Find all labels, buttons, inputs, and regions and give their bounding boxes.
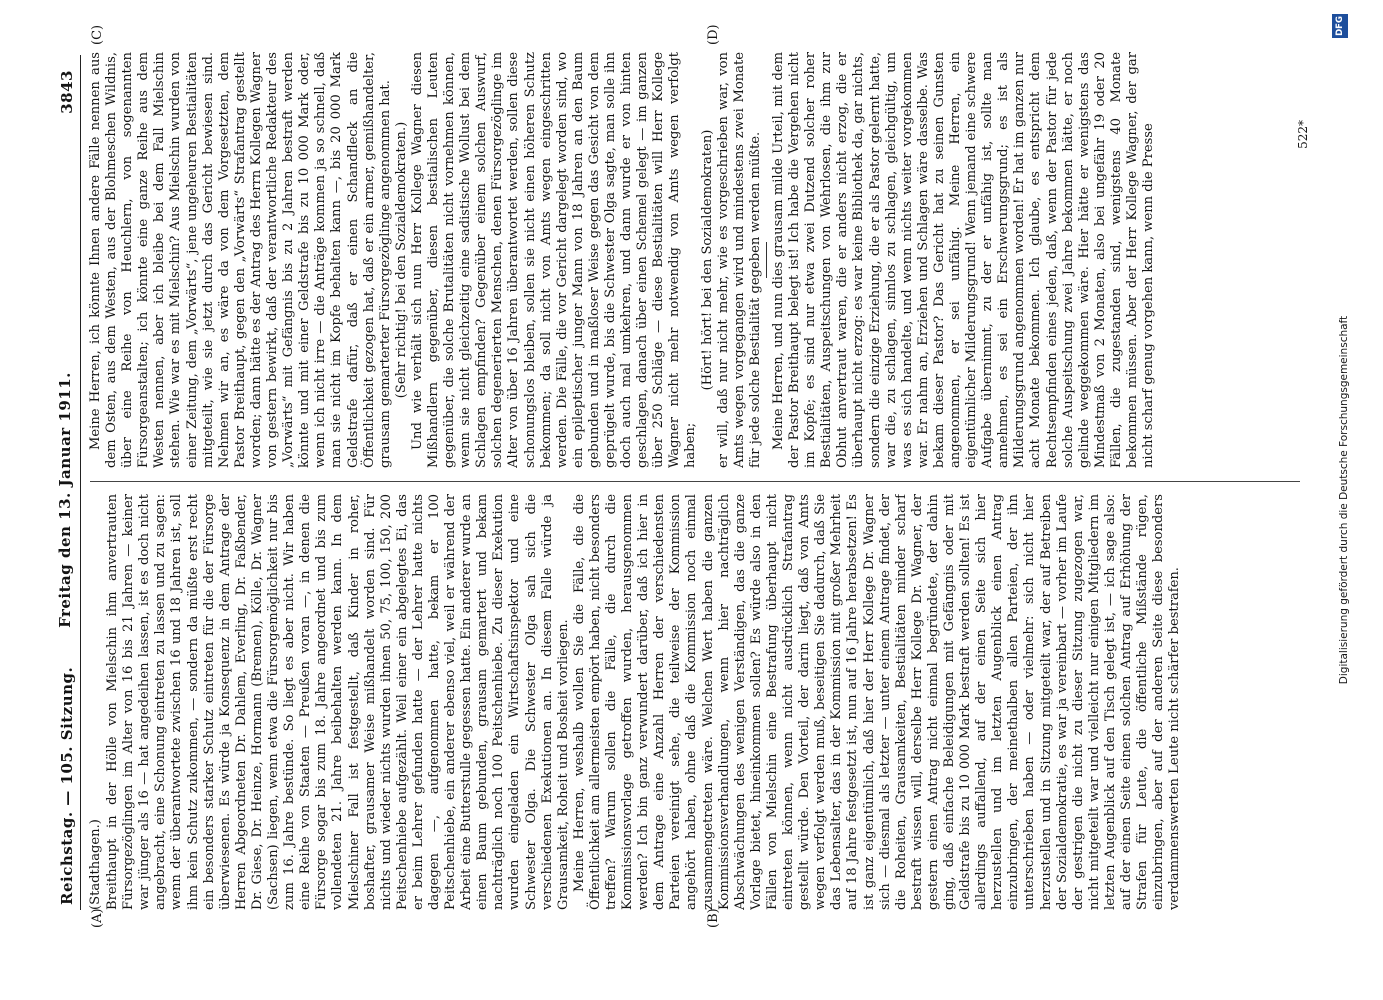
paragraph: Meine Herren, ich könnte Ihnen andere Fälle nennen aus dem Osten, aus dem Westen, aus der Blohmeschen Wildnis, über eine Reihe von Heuchlern, von sogenannten Fürsorgeanstalten; ich könnte eine ganze Reihe aus dem Westen nennen, aber ich bleibe bei dem Fall Mielschin stehen. Wie war es mit Mielschin? Aus Mielschin wurden von einer Zeitung, dem „Vorwärts“, jene ungeheuren Bestialitäten mitgeteilt, wie sie jetzt durch das Gericht bewiesen sind. Nehmen wir an, es wäre da von dem Vorgesetzten, dem Pastor Breithaupt, gegen den „Vorwärts“ Strafantrag gestellt worden; dann hätte es der Antrag des Herrn Kollegen Wagner von gestern bewirkt, daß der verantwortliche Redakteur des „Vorwärts“ mit Gefängnis bis zu 2 Jahren bestraft werden könnte und mit einer Geldstrafe bis zu 10 000 Mark oder, wenn ich nicht irre — die Anträge kommen ja so schnell, daß man sie nicht im Kopfe behalten kann —, bis 20 000 Mark Geldstrafe dafür, daß er einen Schandfleck an die Öffentlichkeit gezogen hat, daß er ein armer, gemißhandelter, grausam gemarterter Fürsorgezöglinge angenommen hat. <box>88 52 393 468</box>
header-rule <box>80 55 81 910</box>
header-page-number: 3843 <box>58 70 76 114</box>
margin-marker-a: (A) <box>90 908 105 928</box>
left-column <box>88 494 1303 910</box>
column-divider <box>90 481 1300 482</box>
margin-marker-b: (B) <box>706 908 721 928</box>
paragraph: Meine Herren, und nun dies grausam milde Urteil, mit dem der Pastor Breithaupt belegt ist! Ich habe die Vergehen nicht im Kopfe; es sind nur etwa zwei Dutzend solcher roher Bestialitäten, Auspeitschungen von Wehrlosen, die ihm zur Obhut anvertraut waren, die er anders nicht erzog, die er überhaupt nicht erzog: es war keine Bibliothek da, gar nichts, sondern die einzige Erziehung, die er als Pastor gelernt hatte, war die, zu schlagen, sinnlos zu schlagen, gleichgültig, um was es sich handelte, und wenn nichts weiter vorgekommen war. Er nahm an, Erziehen und Schlagen wäre dasselbe. Was bekam dieser Pastor? Das Gericht hat zu seinen Gunsten angenommen, er sei unfähig. Meine Herren, ein eigentümlicher Milderungsgrund! Wenn jemand eine schwere Aufgabe übernimmt, zu der er unfähig ist, sollte man annehmen, es sei ein Erschwerungsgrund; es ist als Milderungsgrund angenommen worden! Er hat im ganzen nur acht Monate bekommen. Ich glaube, es entspricht dem Rechtsempfinden eines jeden, daß, wenn der Pastor für jede solche Auspeitschung zwei Jahre bekommen hätte, er noch gelinde weggekommen wäre. Hier hätte er wenigstens das Mindestmaß von 2 Monaten, also bei ungefähr 19 oder 20 Fällen, die zugestanden sind, wenigstens 40 Monate bekommen müssen. Aber der Herr Kollege Wagner, der gar nicht scharf genug vorgehen kann, wenn die Presse <box>770 52 1157 468</box>
separator-rule <box>766 242 767 278</box>
dfg-logo: DFG <box>1332 14 1348 38</box>
header-date: Freitag den 13. Januar 1911. <box>56 372 74 628</box>
right-column <box>88 52 1303 468</box>
paragraph: Breithaupt in der Hölle von Mielschin ihm anvertrauten Fürsorgezöglingen im Alter von 16 bis 21 Jahren — keiner war jünger als 16 — hat angedeihen lassen, ist es doch nicht angebracht, eine Schonung eintreten zu lassen und zu sagen: wenn der überantwortete zwischen 16 und 18 Jahren ist, soll ihm kein Schutz zukommen, — sondern da müßte erst recht ein besonders starker Schutz eintreten für die der Fürsorge überwiesenen. Es würde ja Konsequenz in dem Antrage der Herren Abgeordneten Dr. Dahlem, Everling, Dr. Faßbender, Dr. Giese, Dr. Heinze, Hormann (Bremen), Kölle, Dr. Wagner (Sachsen) liegen, wenn etwa die Fürsorgemöglichkeit nur bis zum 16. Jahre bestünde. So liegt es aber nicht. Wir haben eine Reihe von Staaten — Preußen voran —, in denen die Fürsorge sogar bis zum 18. Jahre angeordnet und bis zum vollendeten 21. Jahre beibehalten werden kann. In dem Mielschiner Fall ist festgestellt, daß Kinder in roher, boshafter, grausamer Weise mißhandelt worden sind. Für nichts und wieder nichts wurden ihnen 50, 75, 100, 150, 200 Peitschenhiebe aufgezählt. Weil einer ein abgelegtes Ei, das er beim Lehrer gefunden hatte — der Lehrer hatte nichts dagegen —, aufgenommen hatte, bekam er 100 Peitschenhiebe, ein anderer ebenso viel, weil er während der Arbeit eine Butterstulle gegessen hatte. Ein anderer wurde an einen Baum gebunden, grausam gemartert und bekam nachträglich noch 100 Peitschenhiebe. Zu dieser Exekution wurden eingeladen ein Wirtschaftsinspektor und eine Schwester Olga. Die Schwester Olga sah sich die verschiedenen Exekutionen an. In diesem Falle würde ja Grausamkeit, Roheit und Bosheit vorliegen. <box>105 494 571 910</box>
margin-marker-c: (C) <box>90 24 105 45</box>
interjection: (Sehr richtig! bei den Sozialdemokraten.) <box>393 121 409 399</box>
margin-marker-d: (D) <box>706 24 721 45</box>
speaker-label: (Stadthagen.) <box>88 819 103 910</box>
digitization-note: Digitalisierung gefördert durch die Deutsche Forschungsgemeinschaft <box>1338 315 1350 685</box>
paragraph: Und wie verhält sich nun Herr Kollege Wagner diesen Mißhandlern gegenüber, diesen bestialischen Leuten gegenüber, die solche Brutalitäten nicht vornehmen können, wenn sie nicht gleichzeitig eine sadistische Wollust bei dem Schlagen empfinden? Gegenüber einem solchen Auswurf, solchen degenerierten Menschen, denen Fürsorgezöglinge im Alter von über 16 Jahren überantwortet werden, sollen diese schonungslos bleiben, sollen sie nicht einen höheren Schutz bekommen; da soll nicht von Amts wegen eingeschritten werden. Die Fälle, die vor Gericht dargelegt worden sind, wo ein epileptischer junger Mann von 18 Jahren an den Baum gebunden und in maßloser Weise gegen das Gesicht von dem geprügelt wurde, bis die Schwester Olga sagte, man solle ihn doch auch mal umkehren, und dann wurde er von hinten geschlagen, danach über einen Schemel gelegt — im ganzen über 250 Schläge — diese Bestialitäten will Herr Kollege Wagner nicht mehr notwendig von Amts wegen verfolgt haben; <box>409 52 699 468</box>
interjection: (Hört! hört! bei den Sozialdemokraten) <box>699 129 715 391</box>
paragraph: er will, daß nur nicht mehr, wie es vorgeschrieben war, von Amts wegen vorgegangen wird und mindestens zwei Monate für jede solche Bestialität gegeben werden müßte. <box>715 52 763 468</box>
sheet-number: 522* <box>1296 120 1310 149</box>
paragraph: Meine Herren, weshalb wollen Sie die Fälle, die die Öffentlichkeit am allermeisten empört haben, nicht besonders treffen? Warum sollen die Fälle, die durch die Kommissionsvorlage getroffen wurden, herausgenommen werden? Ich bin ganz verwundert darüber, daß ich hier in dem Antrage eine Anzahl Herren der verschiedensten Parteien vereinigt sehe, die teilweise der Kommission angehört haben, ohne daß die Kommission noch einmal zusammengetreten wäre. Welchen Wert haben die ganzen Kommissionsverhandlungen, wenn hier nachträglich Abschwächungen des wenigen Verständigen, das die ganze Vorlage bietet, hineinkommen sollen? Es würde also in den Fällen von Mielschin eine Bestrafung überhaupt nicht eintreten können, wenn nicht ausdrücklich Strafantrag gestellt würde. Den Vorteil, der darin liegt, daß von Amts wegen verfolgt werden muß, beseitigen Sie dadurch, daß Sie das Lebensalter, das in der Kommission mit großer Mehrheit auf 18 Jahre festgesetzt ist, nun auf 16 Jahre herabsetzen! Es ist ganz eigentümlich, daß hier der Herr Kollege Dr. Wagner sich — diesmal als letzter — unter einem Antrage findet, der die Roheiten, Grausamkeiten, Bestialitäten minder scharf bestraft wissen will, derselbe Herr Kollege Dr. Wagner, der gestern einen Antrag nicht einmal begründete, der dahin ging, daß einfache Beleidigungen mit Gefängnis oder mit Geldstrafe bis zu 10 000 Mark bestraft werden sollten! Es ist allerdings auffallend, auf der einen Seite sich hier herzustellen und im letzten Augenblick einen Antrag einzubringen, der meinethalben allen Parteien, der ihn unterschrieben haben — oder vielmehr: sich nicht hier herzustellen und in Sitzung mitgeteilt war, der auf Betreiben der Sozialdemokratie, es war ja vereinbart — vorher im Laufe der gestrigen die nicht zu dieser Sitzung zugezogen war, nicht mitgeteilt war und vielleicht nur einigen Mitgliedern im letzten Augenblick auf den Tisch gelegt ist, — ich sage also: auf der einen Seite einen solchen Antrag auf Erhöhung der Strafen für Leute, die öffentliche Mißstände rügen, einzubringen, aber auf der anderen Seite diese besonders verdammenswerten Leute nicht schärfer bestrafen. <box>571 494 1183 910</box>
header-left: Reichstag. — 105. Sitzung. <box>58 666 76 905</box>
